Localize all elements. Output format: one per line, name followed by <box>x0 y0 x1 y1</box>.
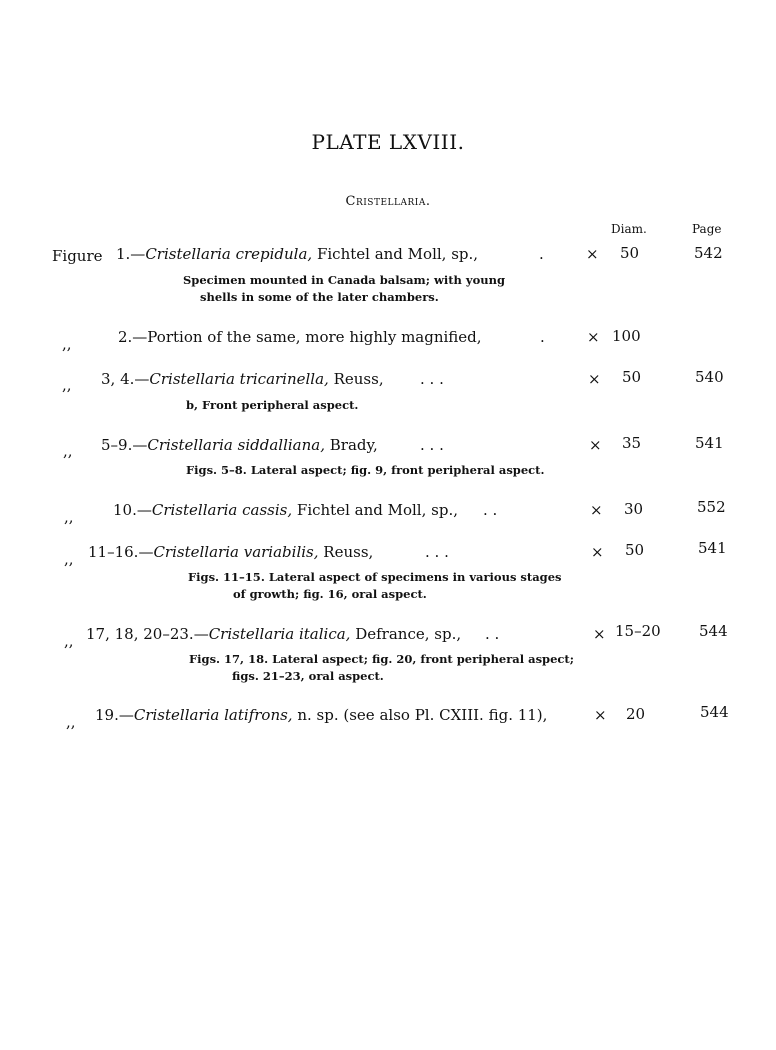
entry-text: 5–9.—Cristellaria siddalliana, Brady, <box>101 436 378 454</box>
page-number: 541 <box>698 539 727 557</box>
leader-dots: . . . <box>425 543 449 561</box>
figure-caption-line: Figs. 5–8. Lateral aspect; fig. 9, front peripheral aspect. <box>186 463 545 477</box>
diameter-value: 35 <box>622 434 642 452</box>
leader-dots: . . <box>485 625 500 643</box>
figure-caption-line: figs. 21–23, oral aspect. <box>232 669 384 683</box>
entry-text: 3, 4.—Cristellaria tricarinella, Reuss, <box>101 370 384 388</box>
ditto-mark: ,, <box>66 713 76 731</box>
leader-dots: . . . <box>420 370 444 388</box>
entry-text: 1.—Cristellaria crepidula, Fichtel and Moll, sp., <box>116 245 479 263</box>
entry-text: 17, 18, 20–23.—Cristellaria italica, Defrance, sp., <box>86 625 462 643</box>
magnification-sign: × <box>594 706 607 724</box>
figure-label: Figure <box>52 247 103 265</box>
entry-text: 10.—Cristellaria cassis, Fichtel and Moll, sp., <box>113 501 458 519</box>
page-number: 544 <box>699 622 728 640</box>
section-title: Cristellaria. <box>345 194 431 209</box>
ditto-mark: ,, <box>62 376 72 394</box>
figure-caption-line: Specimen mounted in Canada balsam; with young <box>183 273 506 287</box>
entry-text: 2.—Portion of the same, more highly magnified, <box>118 328 482 346</box>
leader-dots: . <box>539 245 544 263</box>
page-number: 552 <box>697 498 726 516</box>
diameter-value: 15–20 <box>615 622 661 640</box>
ditto-mark: ,, <box>62 335 72 353</box>
magnification-sign: × <box>591 543 604 561</box>
figure-caption-line: of growth; fig. 16, oral aspect. <box>233 587 427 601</box>
diameter-value: 100 <box>612 327 641 345</box>
diameter-value: 20 <box>626 705 646 723</box>
figure-caption-line: Figs. 11–15. Lateral aspect of specimens in various stages <box>188 570 562 584</box>
plate-title: PLATE LXVIII. <box>311 130 465 154</box>
leader-dots: . . <box>483 501 498 519</box>
ditto-mark: ,, <box>64 508 74 526</box>
entry-text: 11–16.—Cristellaria variabilis, Reuss, <box>88 543 374 561</box>
magnification-sign: × <box>589 436 602 454</box>
page-number: 544 <box>700 703 729 721</box>
ditto-mark: ,, <box>63 442 73 460</box>
page-number: 540 <box>695 368 724 386</box>
page-number: 542 <box>694 244 723 262</box>
figure-caption-line: b, Front peripheral aspect. <box>186 398 359 412</box>
diameter-value: 50 <box>620 244 640 262</box>
magnification-sign: × <box>593 625 606 643</box>
entry-text: 19.—Cristellaria latifrons, n. sp. (see also Pl. CXIII. fig. 11), <box>95 706 548 724</box>
diameter-value: 50 <box>622 368 642 386</box>
page-column-header: Page <box>692 222 722 236</box>
magnification-sign: × <box>587 328 600 346</box>
ditto-mark: ,, <box>64 632 74 650</box>
diameter-value: 50 <box>625 541 645 559</box>
figure-caption-line: shells in some of the later chambers. <box>200 290 439 304</box>
ditto-mark: ,, <box>64 550 74 568</box>
magnification-sign: × <box>590 501 603 519</box>
diam-column-header: Diam. <box>611 222 647 236</box>
figure-caption-line: Figs. 17, 18. Lateral aspect; fig. 20, front peripheral aspect; <box>189 652 574 666</box>
magnification-sign: × <box>586 245 599 263</box>
leader-dots: . . . <box>420 436 444 454</box>
diameter-value: 30 <box>624 500 644 518</box>
page-number: 541 <box>695 434 724 452</box>
leader-dots: . <box>540 328 545 346</box>
magnification-sign: × <box>588 370 601 388</box>
